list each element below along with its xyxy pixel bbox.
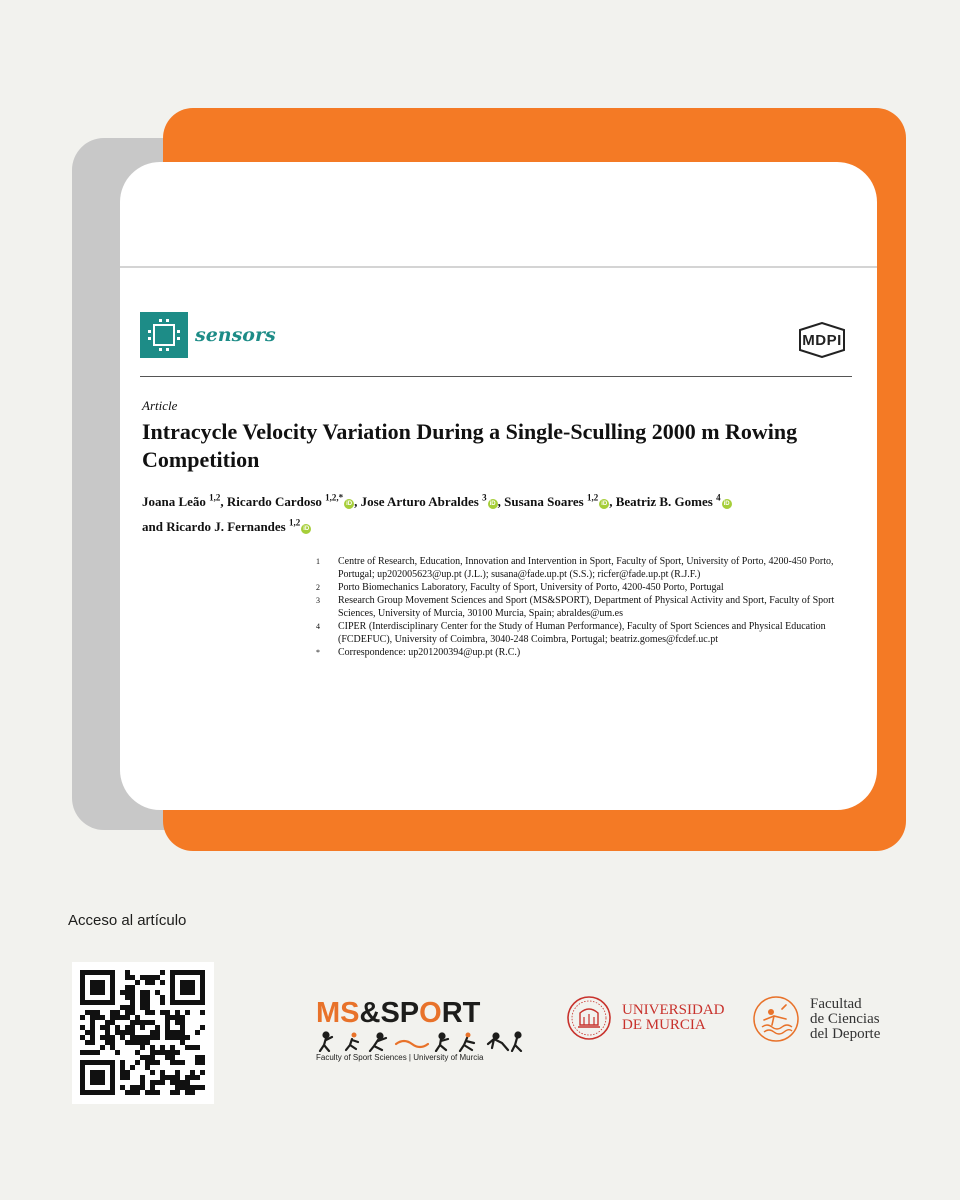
athlete-figures-icon [316,1030,528,1052]
orcid-icon[interactable]: iD [346,501,353,508]
author: Ricardo Cardoso $^{1,2,*}$iD , [226,493,361,510]
orcid-icon[interactable]: iD [601,501,608,508]
article-type: Article [142,398,178,413]
faculty-seal-icon [752,995,800,1043]
qr-code[interactable] [72,962,214,1104]
sensors-logo [140,312,276,358]
author: and Ricardo J. Fernandes $^{1,2}$iD [142,517,310,534]
header-rule [140,376,852,377]
affiliation-item: * Correspondence: up201200394@up.pt (R.C.) [316,647,521,658]
author: Jose Arturo Abraldes $^3$iD , [360,493,505,510]
orcid-icon[interactable]: iD [303,525,310,532]
orcid-icon[interactable]: iD [489,501,496,508]
university-name: UNIVERSIDAD DE MURCIA [622,1002,725,1033]
ms-sport-wordmark: MS&SPORT [316,997,481,1029]
university-seal-icon [566,995,612,1041]
faculty-name: Facultad de Ciencias del Deporte [810,995,881,1042]
affiliation-item: 1 Centre of Research, Education, Innovation and Intervention in Sport, Faculty of Sport, University of Porto, 4200-450 Porto, Portugal; up202005623@up.pt (J.L.); susana@fade.up.pt (S.S.); ricfer@fade.up.pt (R.J.F.) [316,556,834,580]
paper-preview-card[interactable] [120,162,877,810]
ms-sport-logo [316,997,528,1067]
qr-code-icon [72,962,214,1104]
affiliation-item: 4 CIPER (Interdisciplinary Center for the Study of Human Performance), Faculty of Sport Sciences and Physical Education (FCDEFUC), University of Coimbra, 3040-248 Coimbra, Portugal; beatriz.gomes@fcdef.uc.pt [316,621,826,645]
paper-title: Intracycle Velocity Variation During a Single-Sculling 2000 m Rowing Competition [142,419,798,472]
affiliation-list [316,555,856,659]
author: Susana Soares $^{1,2}$iD , [504,493,616,510]
affiliation-item: 2 Porto Biomechanics Laboratory, Faculty of Sport, University of Porto, 4200-450 Porto, Portugal [316,582,724,593]
author: Beatriz B. Gomes $^4$iD [615,493,730,510]
facultad-ciencias-deporte-logo [752,995,880,1043]
mdpi-logo [792,322,852,358]
ms-sport-subtitle: Faculty of Sport Sciences | University of Murcia [316,1053,484,1062]
author: Joana Leão $^{1,2}$, [142,493,227,510]
access-article-label: Acceso al artículo [68,912,187,929]
affiliation-item: 3 Research Group Movement Sciences and Sport (MS&SPORT), Department of Physical Activity and Sport, Faculty of Sport Sciences, University of Murcia, 30100 Murcia, Spain; abraldes@um.es [316,595,835,619]
top-divider [120,266,877,268]
chip-icon [140,312,188,358]
universidad-murcia-logo [566,995,725,1041]
orcid-icon[interactable]: iD [723,501,730,508]
publisher-name: MDPI [802,332,842,349]
author-list [142,488,842,537]
journal-name: sensors [195,324,276,346]
